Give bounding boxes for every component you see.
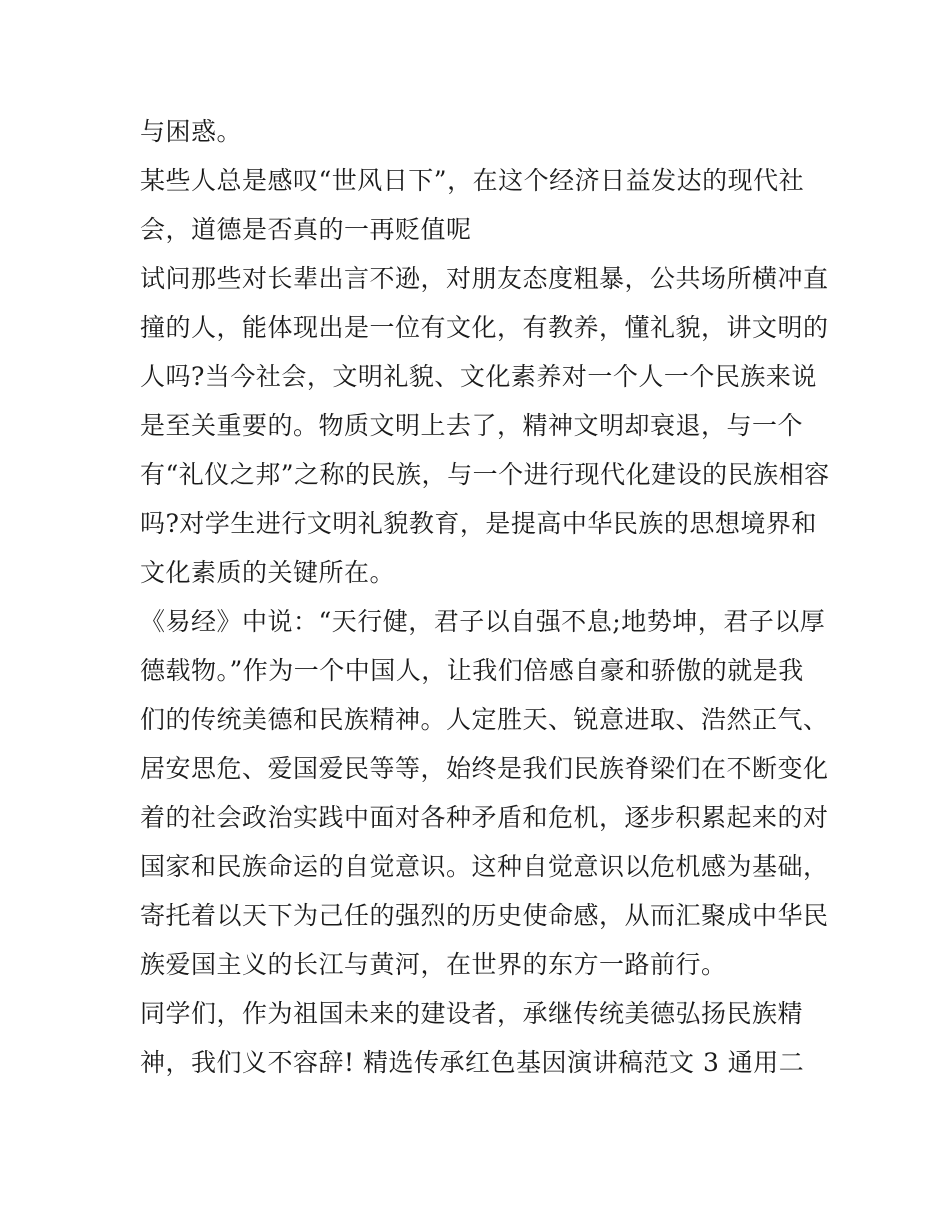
text-line: 国家和民族命运的自觉意识。这种自觉意识以危机感为基础， (140, 852, 829, 881)
text-line: 寄托着以天下为己任的强烈的历史使命感，从而汇聚成中华民 (140, 901, 829, 930)
text-line: 吗?对学生进行文明礼貌教育，是提高中华民族的思想境界和 (140, 509, 817, 538)
text-line: 某些人总是感叹“世风日下”，在这个经济日益发达的现代社 (140, 166, 805, 195)
text-line: 人吗?当今社会，文明礼貌、文化素养对一个人一个民族来说 (140, 362, 817, 391)
text-line: 试问那些对长辈出言不逊，对朋友态度粗暴，公共场所横冲直 (140, 264, 829, 293)
document-body (140, 107, 830, 1087)
text-line: 德载物。”作为一个中国人，让我们倍感自豪和骄傲的就是我 (140, 656, 804, 685)
text-line: 会，道德是否真的一再贬值呢 (140, 215, 472, 244)
text-line: 是至关重要的。物质文明上去了，精神文明却衰退，与一个 (140, 411, 804, 440)
text-line: 与困惑。 (140, 117, 243, 146)
text-line: 撞的人，能体现出是一位有文化，有教养，懂礼貌，讲文明的 (140, 313, 829, 342)
text-line: 居安思危、爱国爱民等等，始终是我们民族脊梁们在不断变化 (140, 754, 829, 783)
text-line: 们的传统美德和民族精神。人定胜天、锐意进取、浩然正气、 (140, 705, 829, 734)
text-line: 有“礼仪之邦”之称的民族，与一个进行现代化建设的民族相容 (140, 460, 830, 489)
text-line: 同学们，作为祖国未来的建设者，承继传统美德弘扬民族精 (140, 999, 804, 1028)
text-line: 族爱国主义的长江与黄河，在世界的东方一路前行。 (140, 950, 727, 979)
text-line: 《易经》中说：“天行健，君子以自强不息;地势坤，君子以厚 (140, 607, 826, 636)
text-line: 文化素质的关键所在。 (140, 558, 396, 587)
text-line: 着的社会政治实践中面对各种矛盾和危机，逐步积累起来的对 (140, 803, 829, 832)
text-line: 神，我们义不容辞! 精选传承红色基因演讲稿范文 3 通用二 (140, 1048, 805, 1077)
